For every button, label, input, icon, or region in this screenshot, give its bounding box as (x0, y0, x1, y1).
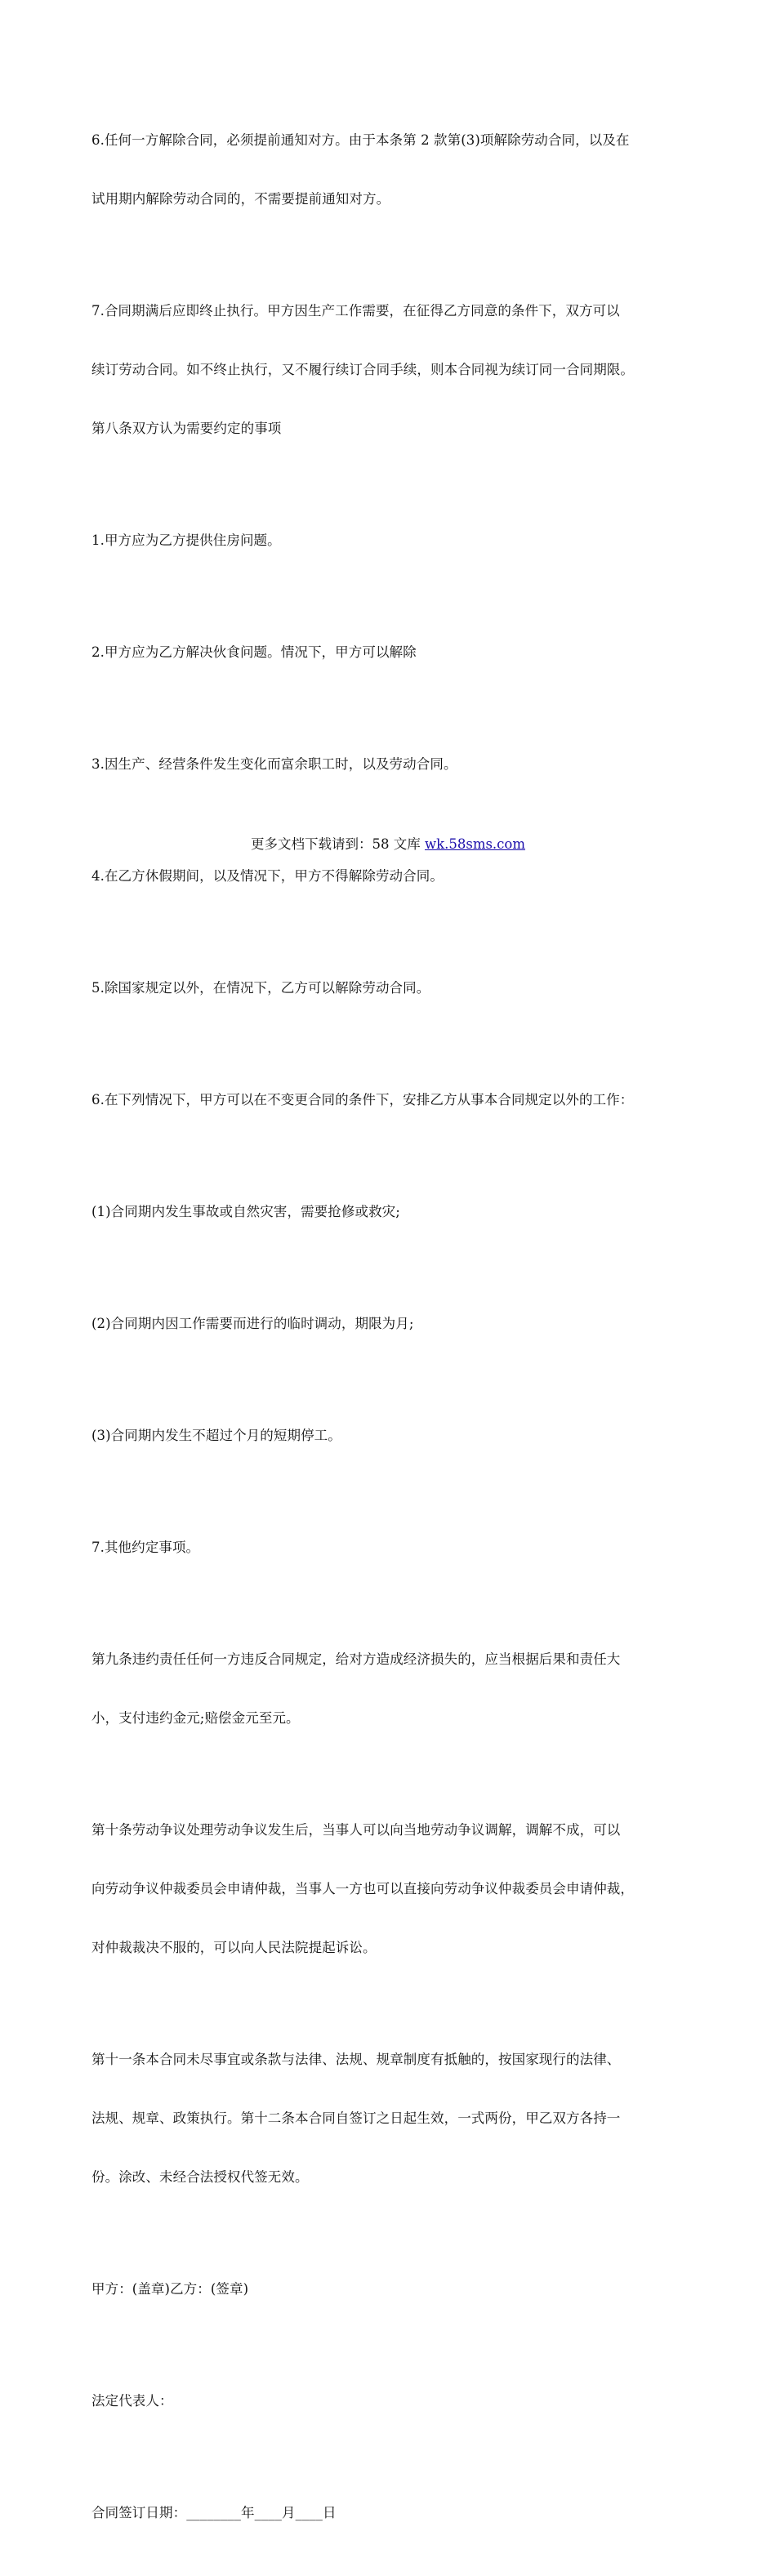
text-line: 小，支付违约金元;赔偿金元至元。 (91, 1710, 300, 1726)
footer-text: 更多文档下载请到：58 文库 (250, 836, 425, 852)
text-line: 6.任何一方解除合同，必须提前通知对方。由于本条第 2 款第(3)项解除劳动合同，以及在 (91, 132, 630, 148)
text-line: 7.其他约定事项。 (91, 1540, 200, 1555)
text-line: 向劳动争议仲裁委员会申请仲裁，当事人一方也可以直接向劳动争议仲裁委员会申请仲裁， (91, 1881, 634, 1896)
text-line: 4.在乙方休假期间，以及情况下，甲方不得解除劳动合同。 (91, 868, 444, 884)
signing-date (91, 2464, 692, 2562)
text-line: 第十一条本合同未尽事宜或条款与法律、法规、规章制度有抵触的，按国家现行的法律、 (91, 2052, 621, 2067)
list-item (91, 604, 692, 702)
text-line: 1.甲方应为乙方提供住房问题。 (91, 533, 281, 548)
text-line: 试用期内解除劳动合同的，不需要提前通知对方。 (91, 191, 390, 207)
text-line: 法规、规章、政策执行。第十二条本合同自签订之日起生效，一式两份，甲乙双方各持一 (91, 2110, 621, 2126)
text-line: 6.在下列情况下，甲方可以在不变更合同的条件下，安排乙方从事本合同规定以外的工作： (91, 1092, 634, 1108)
section-heading-article-8: 第八条双方认为需要约定的事项 (91, 421, 282, 436)
text-line: 5.除国家规定以外，在情况下，乙方可以解除劳动合同。 (91, 980, 430, 996)
text-line: 第九条违约责任任何一方违反合同规定，给对方造成经济损失的，应当根据后果和责任大 (91, 1651, 621, 1667)
text-line: 合同签订日期：________年____月____日 (91, 2505, 337, 2520)
paragraph-contract-expiry (91, 262, 692, 478)
text-line: 对仲裁裁决不服的，可以向人民法院提起诉讼。 (91, 1940, 377, 1955)
sub-list-item (91, 1387, 692, 1485)
text-line: 2.甲方应为乙方解决伙食问题。情况下，甲方可以解除 (91, 644, 417, 660)
text-line: 续订劳动合同。如不终止执行，又不履行续订合同手续，则本合同视为续订同一合同期限。 (91, 362, 634, 377)
paragraph-article-9 (91, 1611, 692, 1767)
document-body (91, 91, 692, 2576)
text-line: (2)合同期内因工作需要而进行的临时调动，期限为月; (91, 1316, 414, 1331)
text-line: 3.因生产、经营条件发生变化而富余职工时，以及劳动合同。 (91, 756, 457, 772)
paragraph-termination-notice (91, 91, 692, 248)
sub-list-item (91, 1163, 692, 1261)
footer-link[interactable]: wk.58sms.com (424, 836, 525, 852)
text-line: 法定代表人： (91, 2393, 173, 2409)
text-line: 7.合同期满后应即终止执行。甲方因生产工作需要，在征得乙方同意的条件下，双方可以 (91, 303, 620, 319)
signature-parties (91, 2240, 692, 2338)
legal-representative (91, 2352, 692, 2450)
text-line: (3)合同期内发生不超过个月的短期停工。 (91, 1428, 341, 1443)
list-item (91, 1499, 692, 1597)
list-item (91, 1051, 692, 1149)
text-line: (1)合同期内发生事故或自然灾害，需要抢修或救灾; (91, 1204, 400, 1219)
paragraph-article-10 (91, 1781, 692, 1997)
text-line: 甲方：(盖章)乙方：(签章) (91, 2281, 249, 2297)
list-item (91, 492, 692, 590)
list-item (91, 939, 692, 1037)
text-line: 第十条劳动争议处理劳动争议发生后，当事人可以向当地劳动争议调解，调解不成，可以 (91, 1822, 621, 1838)
list-item (91, 715, 692, 813)
footer (0, 835, 776, 854)
text-line: 份。涂改、未经合法授权代签无效。 (91, 2169, 309, 2185)
paragraph-article-11-12 (91, 2011, 692, 2226)
sub-list-item (91, 1275, 692, 1373)
